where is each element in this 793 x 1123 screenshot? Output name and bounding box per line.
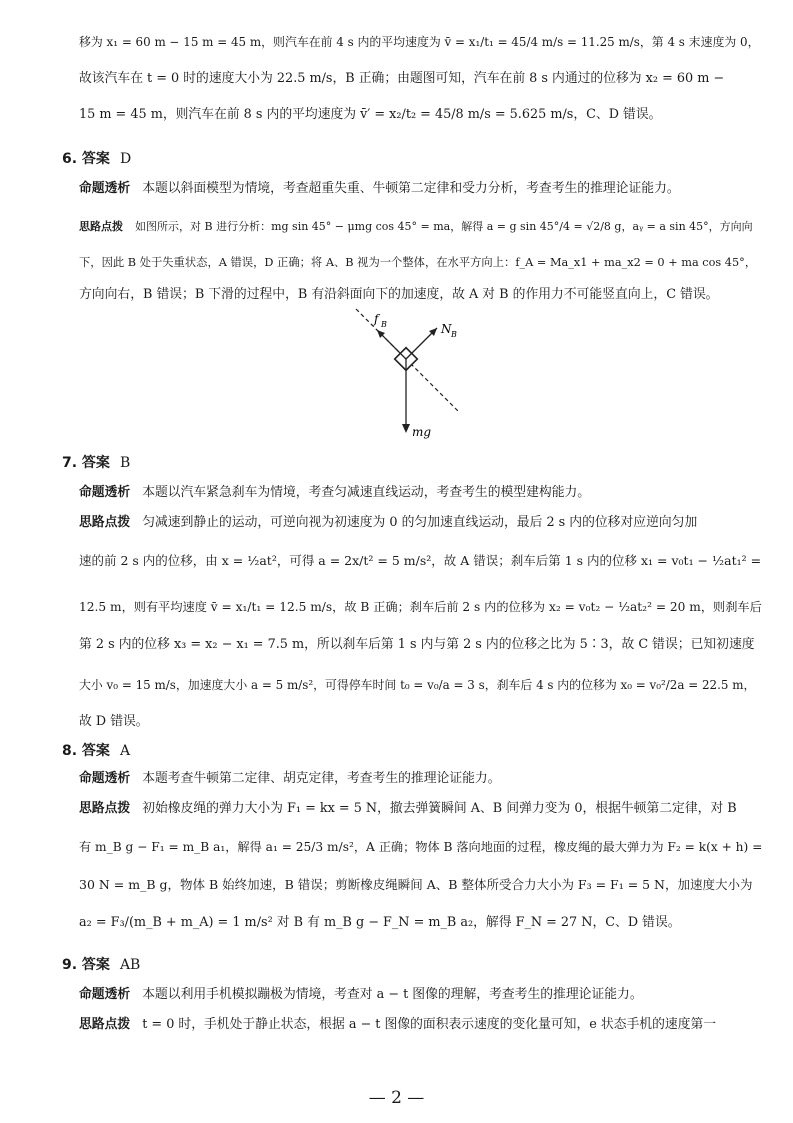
q6-answer-header	[62, 150, 131, 168]
q8-intent-text: 本题考查牛顿第二定律、胡克定律，考查考生的推理论证能力。	[142, 771, 501, 786]
q7-answer: B	[119, 455, 131, 471]
q6-hint-line-3: 方向向右，B 错误；B 下滑的过程中，B 有沿斜面向下的加速度，故 A 对 B 的作用力不可能竖直向上，C 错误。	[79, 287, 719, 302]
label-n-sub: B	[451, 330, 457, 339]
q8-hint-text-1: 初始橡皮绳的弹力大小为 F₁ = kx = 5 N，撤去弹簧瞬间 A、B 间弹力变为 0，根据牛顿第二定律，对 B	[142, 801, 737, 816]
q9-intent-text: 本题以利用手机模拟蹦极为情境，考查对 a − t 图像的理解，考查考生的推理论证能力。	[142, 987, 643, 1002]
q8-hint-line-1	[79, 800, 753, 818]
q5-line-3: 15 m = 45 m，则汽车在前 8 s 内的平均速度为 v̄′ = x₂/t₂ = 45/8 m/s = 5.625 m/s，C、D 错误。	[79, 107, 662, 122]
q5-line-2: 故该汽车在 t = 0 时的速度大小为 22.5 m/s，B 正确；由题图可知，汽车在前 8 s 内通过的位移为 x₂ = 60 m −	[79, 71, 725, 86]
q7-hint-text-1: 匀减速到静止的运动，可逆向视为初速度为 0 的匀加速直线运动，最后 2 s 内的位移对应逆向匀加	[142, 515, 698, 530]
q9-answer: AB	[119, 957, 141, 973]
q7-hint-line-5: 大小 v₀ = 15 m/s，加速度大小 a = 5 m/s²，可得停车时间 t₀ = v₀/a = 3 s，刹车后 4 s 内的位移为 x₀ = v₀²/2a = 22.5 m，	[79, 678, 756, 692]
label-mg: mg	[412, 425, 432, 439]
label-n: N	[441, 322, 452, 336]
q9-hint-label: 思路点拨	[79, 1017, 131, 1032]
q7-hint-label: 思路点拨	[79, 515, 131, 530]
q7-hint-line-6: 故 D 错误。	[79, 714, 149, 729]
q9-answer-header	[62, 956, 140, 974]
q6-intent-label: 命题透析	[79, 181, 131, 196]
q8-answer-header	[62, 742, 130, 760]
q6-answer: D	[119, 151, 132, 167]
q7-answer-header	[62, 454, 130, 472]
q6-intent	[79, 180, 753, 198]
q7-hint-line-4: 第 2 s 内的位移 x₃ = x₂ − x₁ = 7.5 m，所以刹车后第 1 s 内与第 2 s 内的位移之比为 5∶3，故 C 错误；已知初速度	[79, 637, 755, 652]
q6-hint-line-1	[79, 218, 753, 236]
force-diagram	[340, 305, 480, 445]
q7-intent	[79, 484, 753, 502]
gravity-arrowhead	[402, 424, 410, 433]
q8-header-label: 8. 答案	[62, 743, 110, 759]
q7-hint-line-3: 12.5 m，则有平均速度 v̄ = x₁/t₁ = 12.5 m/s，故 B 正确；刹车后前 2 s 内的位移为 x₂ = v₀t₂ − ½at₂² = 20 m，则刹车后	[79, 600, 762, 614]
q9-hint-text-1: t = 0 时，手机处于静止状态，根据 a − t 图像的面积表示速度的变化量可知，e 状态手机的速度第一	[142, 1017, 717, 1032]
q8-answer: A	[119, 743, 131, 759]
q9-intent-label: 命题透析	[79, 987, 131, 1002]
q7-intent-text: 本题以汽车紧急刹车为情境，考查匀减速直线运动，考查考生的模型建构能力。	[142, 485, 591, 500]
q6-hint-label: 思路点拨	[79, 220, 123, 233]
q8-intent	[79, 770, 753, 788]
q8-hint-line-2: 有 m_B g − F₁ = m_B a₁，解得 a₁ = 25/3 m/s²，A 正确；物体 B 落向地面的过程，橡皮绳的最大弹力为 F₂ = k(x + h) =	[79, 840, 763, 854]
q7-hint-line-1	[79, 514, 753, 532]
q6-header-label: 6. 答案	[62, 151, 110, 167]
q9-header-label: 9. 答案	[62, 957, 110, 973]
q8-hint-line-3: 30 N = m_B g，物体 B 始终加速，B 错误；剪断橡皮绳瞬间 A、B 整体所受合力大小为 F₃ = F₁ = 5 N，加速度大小为	[79, 877, 753, 892]
q7-intent-label: 命题透析	[79, 485, 131, 500]
q9-intent	[79, 986, 753, 1004]
label-f: f	[374, 312, 379, 326]
q7-header-label: 7. 答案	[62, 455, 110, 471]
page-number: — 2 —	[368, 1088, 425, 1108]
q6-hint-text-1: 如图所示，对 B 进行分析：mg sin 45° − μmg cos 45° = ma，解得 a = g sin 45°/4 = √2/8 g，aᵧ = a sin 45°，方向向	[135, 220, 753, 233]
q9-hint-line-1	[79, 1016, 753, 1034]
q7-hint-line-2: 速的前 2 s 内的位移，由 x = ½at²，可得 a = 2x/t² = 5 m/s²，故 A 错误；刹车后第 1 s 内的位移 x₁ = v₀t₁ − ½at₁² =	[79, 553, 762, 568]
q8-hint-line-4: a₂ = F₃/(m_B + m_A) = 1 m/s² 对 B 有 m_B g − F_N = m_B a₂，解得 F_N = 27 N，C、D 错误。	[79, 915, 681, 930]
label-f-sub: B	[381, 320, 387, 329]
q5-line-1: 移为 x₁ = 60 m − 15 m = 45 m，则汽车在前 4 s 内的平均速度为 v̄ = x₁/t₁ = 45/4 m/s = 11.25 m/s，第 4 s 末速度为 0，	[79, 35, 760, 49]
q8-intent-label: 命题透析	[79, 771, 131, 786]
q6-hint-line-2: 下，因此 B 处于失重状态，A 错误，D 正确；将 A、B 视为一个整体，在水平方向上：f_A = Ma_x1 + ma_x2 = 0 + ma cos 45°，	[79, 256, 757, 269]
q6-intent-text: 本题以斜面模型为情境，考查超重失重、牛顿第二定律和受力分析，考查考生的推理论证能力。	[142, 181, 680, 196]
q8-hint-label: 思路点拨	[79, 801, 131, 816]
